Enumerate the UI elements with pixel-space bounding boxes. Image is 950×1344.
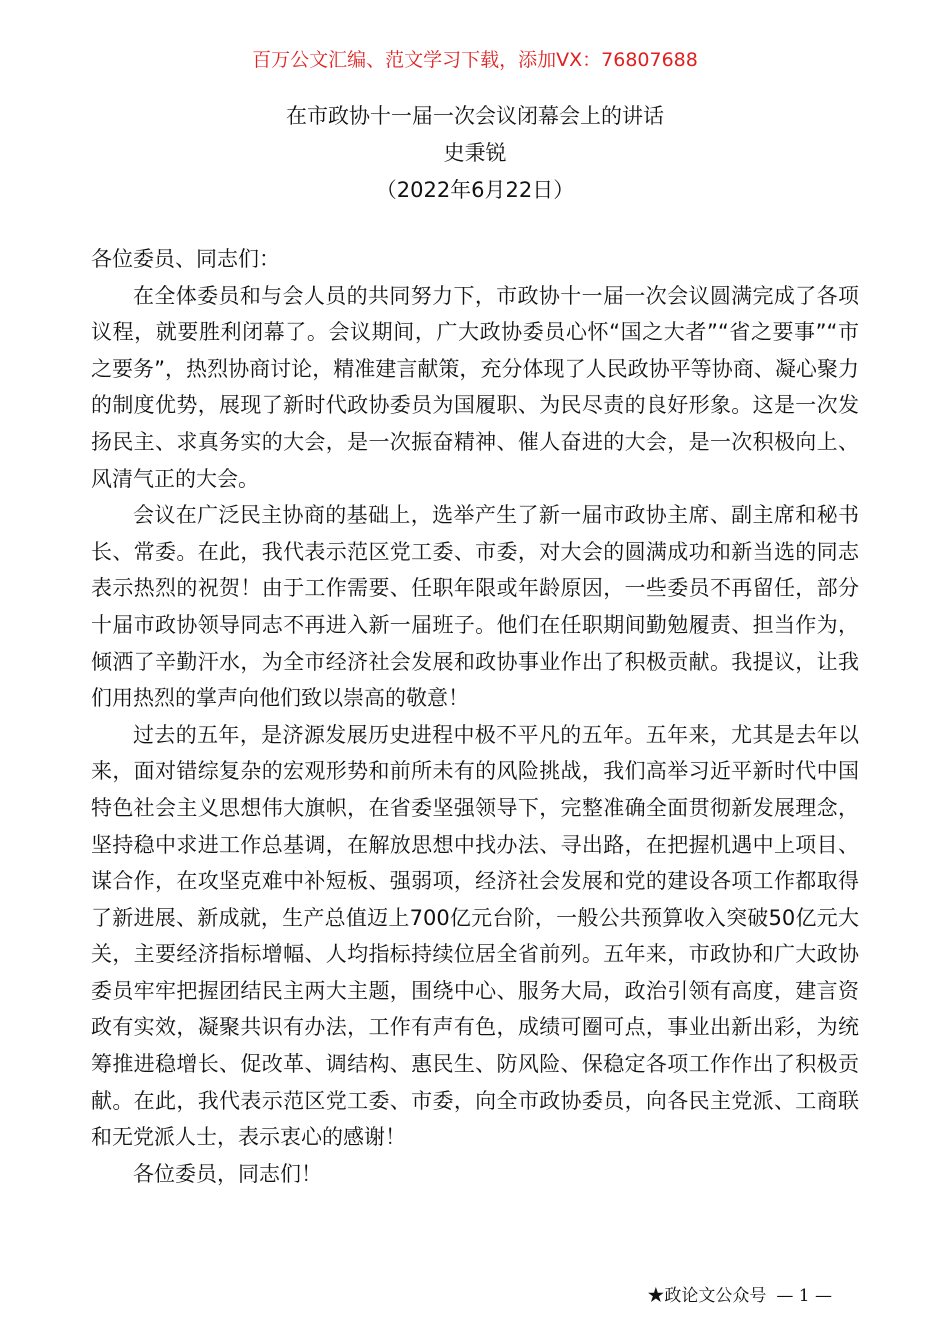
footer-source: ★政论文公众号 bbox=[647, 1286, 767, 1306]
paragraph: 在全体委员和与会人员的共同努力下，市政协十一届一次会议圆满完成了各项议程，就要胜利闭幕了。会议期间，广大政协委员心怀“国之大者”“省之要事”“市之要务”，热烈协商讨论，精准建言献策，充分体现了人民政协平等协商、凝心聚力的制度优势，展现了新时代政协委员为国履职、为民尽责的良好形象。这是一次发扬民主、求真务实的大会，是一次振奋精神、催人奋进的大会，是一次积极向上、风清气正的大会。 bbox=[91, 283, 859, 491]
paragraph: 会议在广泛民主协商的基础上，选举产生了新一届市政协主席、副主席和秘书长、常委。在此，我代表示范区党工委、市委，对大会的圆满成功和新当选的同志表示热烈的祝贺！由于工作需要、任职年限或年龄原因，一些委员不再留任，部分十届市政协领导同志不再进入新一届班子。他们在任职期间勤勉履责、担当作为，倾洒了辛勤汗水，为全市经济社会发展和政协事业作出了积极贡献。我提议，让我们用热烈的掌声向他们致以崇高的敬意！ bbox=[91, 503, 859, 711]
paragraph: 过去的五年，是济源发展历史进程中极不平凡的五年。五年来，尤其是去年以来，面对错综复杂的宏观形势和前所未有的风险挑战，我们高举习近平新时代中国特色社会主义思想伟大旗帜，在省委坚强领导下，完整准确全面贯彻新发展理念，坚持稳中求进工作总基调，在解放思想中找办法、寻出路，在把握机遇中上项目、谋合作，在攻坚克难中补短板、强弱项，经济社会发展和党的建设各项工作都取得了新进展、新成就，生产总值迈上700亿元台阶，一般公共预算收入突破50亿元大关，主要经济指标增幅、人均指标持续位居全省前列。五年来，市政协和广大政协委员牢牢把握团结民主两大主题，围绕中心、服务大局，政治引领有高度，建言资政有实效，凝聚共识有办法，工作有声有色，成绩可圈可点，事业出新出彩，为统筹推进稳增长、促改革、调结构、惠民生、防风险、保稳定各项工作作出了积极贡献。在此，我代表示范区党工委、市委，向全市政协委员，向各民主党派、工商联和无党派人士，表示衷心的感谢！ bbox=[91, 722, 859, 1150]
paragraph: 各位委员，同志们！ bbox=[133, 1161, 322, 1186]
salutation: 各位委员、同志们： bbox=[91, 247, 280, 271]
document-author: 史秉锐 bbox=[443, 141, 507, 165]
document-date: （2022年6月22日） bbox=[375, 178, 575, 202]
page-footer bbox=[647, 1283, 832, 1309]
watermark-banner: 百万公文汇编、范文学习下载，添加VX：76807688 bbox=[252, 49, 698, 71]
document-body bbox=[91, 241, 859, 1192]
document-header bbox=[0, 98, 950, 209]
page-number: — 1 — bbox=[776, 1286, 832, 1306]
document-title: 在市政协十一届一次会议闭幕会上的讲话 bbox=[286, 104, 664, 128]
